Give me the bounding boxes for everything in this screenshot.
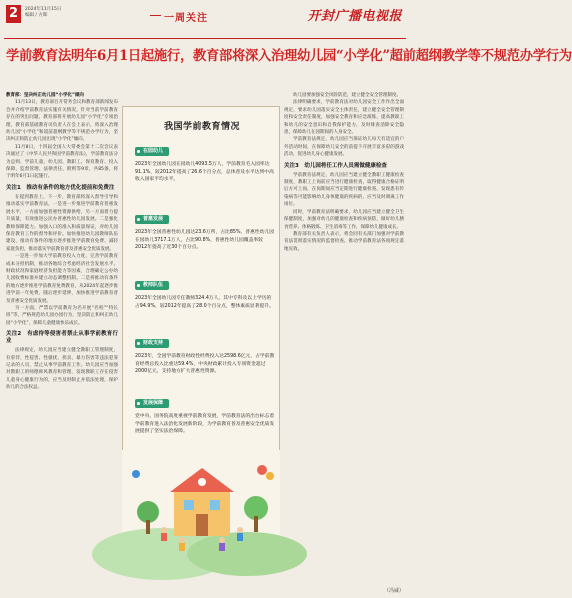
masthead-logo: 开封广播电视报 bbox=[307, 9, 402, 24]
page-number: 2 bbox=[6, 5, 21, 23]
info-text: 2023年全国幼儿园在园幼儿4093.5万人，学前教育毛入园率达91.1%，较2012年提高了26.6个百分点，总体普及水平达到中高收入国家平均水平。 bbox=[135, 162, 274, 183]
page-header bbox=[4, 3, 406, 39]
section-1-paragraph: 一是进一步加大学前教育投入力度，完善学前教育成本分担机制，推动各地综合考虑经济社会发展水平、财政状况和家庭经济负担能力等因素，合理确定公办幼儿园收费标准并建立动态调整机制。二是将推动有条件的地方逐步推进学前教育免费教育，从2024年起逐步推进学前一年免费，随后逐步延伸，加快推进学前教育普及普惠安全优质发展。 bbox=[6, 254, 118, 304]
info-badge: 普惠发展 bbox=[135, 215, 169, 224]
info-text: 党中央、国务院高度重视学前教育发展，学前教育法的出台标志着学前教育进入法治化发展新阶段，为学前教育普及普惠安全优质发展提供了坚实法治保障。 bbox=[135, 414, 275, 435]
section-title: 一周关注 bbox=[164, 9, 208, 24]
info-text: 2023年全国幼儿园专任教师324.4万人，其中专科及以上学历的占94.9%，较2012年提高了28.0个百分点，整体素质显著提升。 bbox=[135, 296, 274, 309]
info-box-title: 我国学前教育情况 bbox=[163, 122, 240, 132]
section-1-title: 关注1 推动有条件的地方优化提前和免费注 bbox=[6, 184, 115, 191]
info-section-inclusive bbox=[135, 205, 275, 252]
section-3-title: 关注3 幼儿园将任工作人员需做健康检查 bbox=[284, 162, 387, 169]
info-badge: 在园幼儿 bbox=[135, 147, 169, 156]
info-text: 2023年全国普惠性幼儿园达23.6万所，占比85%，普惠性幼儿园在园幼儿3717.1万人，占比90.8%，普惠性幼儿园覆盖率较2012年提高了近30个百分点。 bbox=[135, 230, 275, 251]
right-paragraph: 学前教育法规定，幼儿园应当保证幼儿每天有适宜的户外活动时间，在保障幼儿安全的前提下开展丰富多彩的游戏活动，促进幼儿身心健康发展。 bbox=[284, 137, 404, 158]
info-section-support bbox=[135, 389, 275, 436]
section-1-paragraph: 在提到教育上，下一步，教育部将深入督导引导和推动落实学前教育法，一是进一步推进学前教育普惠发展水平，一方面加强普惠性资源供给，另一方面着力提升质量，有效推进公民办普惠性幼儿园发展。二是强化教师保障能力。加强入口的准入和质量保证，对幼儿园保育教育工作的督导和评价。加快推进幼儿园教师队伍建设，推动有条件的地方逐步推进学前教育免费、减轻家庭负担，推动落实学前教育普及普惠安全优质发展。 bbox=[6, 194, 118, 252]
author-credit: （冯威） bbox=[383, 588, 404, 594]
kindergarten-illustration bbox=[122, 450, 280, 554]
info-section-finance bbox=[135, 329, 275, 376]
issue-editor: 编辑 / 方晖 bbox=[25, 13, 48, 18]
section-3-paragraph: 教育部有关负责人表示，将会同有关部门加强对学前教育法贯彻落实情况的监督检查，推动学前教育法各项规定落地见效。 bbox=[284, 231, 404, 252]
section-3-paragraph: 学前教育法规定，幼儿园应当建立健全教职工健康检查制度，教职工上岗前应当进行健康检查，取得健康合格证明后方可上岗，在岗期间应当定期进行健康检查。发现患有传染病等可能影响幼儿身体健康的疾病的，应当及时调离工作岗位。 bbox=[284, 172, 404, 208]
section-2-paragraph: 法律规定，幼儿园应当建立健全教职工管理制度，有虐待、性侵害、性骚扰、拐卖、暴力伤害等违法犯罪记录的人员，禁止从事学前教育工作。幼儿园应当加强对教职工的师德师风教育和管理，发现教职工存在侵害儿童身心健康行为的，应当及时制止并依法处理，保护幼儿的合法权益。 bbox=[6, 348, 118, 391]
info-section-teachers bbox=[135, 271, 275, 310]
info-badge: 教师队伍 bbox=[135, 281, 169, 290]
left-column bbox=[6, 92, 118, 592]
section-2-title: 关注2 有虐待等侵害者禁止从事学前教育行业 bbox=[6, 331, 118, 345]
info-badge: 发展保障 bbox=[135, 399, 169, 408]
lead-title: 教育部：坚决纠正幼儿园“小学化”倾向 bbox=[6, 93, 84, 98]
info-text: 2023年，全国学前教育财政性经费投入达2598.6亿元，占学前教育经费总投入比重达59.4%，中央财政累计投入专项资金超过2000亿元，支持地方扩大普惠性资源。 bbox=[135, 354, 275, 375]
right-column bbox=[284, 92, 404, 588]
section-1-paragraph: 另一方面，严禁以学前教育为名开展“名校”“特长班”等，严格规范幼儿园办园行为，坚决防止和纠正幼儿园“小学化”，保障儿童健康快乐成长。 bbox=[6, 305, 118, 326]
right-paragraph: 法律明确要求，学前教育法对幼儿园安全工作作出全面规定，要求幼儿园落实安全主体责任，建立健全安全管理制度和安全责任制度，加强安全教育和应急演练，提高教职工和幼儿的安全意识和自我保护能力，及时排查消除安全隐患，保障幼儿在园期间的人身安全。 bbox=[284, 100, 404, 136]
info-badge: 财政支持 bbox=[135, 339, 169, 348]
info-section-enrollment bbox=[135, 137, 275, 184]
lead-paragraph: 11月13日，教育部召开常务会议和教育部新闻发布会并介绍学前教育法实施有关情况。针对当前学前教育存在的突出问题，教育部将开展幼儿园“小学化”专项治理，教育部基础教育司负责人在会上表示，将深入治理幼儿园“小学化”和超前超纲教学等不规范办学行为，坚决纠正和防止幼儿园出现“小学化”倾向。 bbox=[6, 100, 118, 143]
main-headline: 学前教育法明年6月1日起施行，教育部将深入治理幼儿园“小学化”超前超纲教学等不规范办学行为 bbox=[6, 48, 572, 64]
lead-paragraph: 11月8日，十四届全国人大常委会第十二次会议表决通过了《中华人民共和国学前教育法》，学前教育法分为总则、学前儿童、幼儿园、教职工、保育教育、投入保障、监督管理、法律责任、附则等9章，共85条，将于明年6月1日起施行。 bbox=[6, 144, 118, 180]
right-paragraph: 幼儿园要加强安全风险防范，建立健全安全管理制度。 bbox=[293, 93, 401, 98]
section-3-paragraph: 同时，学前教育法明确要求，幼儿园应当建立健全卫生保健制度，加强对幼儿的健康检查和疾病预防，做好幼儿膳食营养、体格锻炼、卫生消毒等工作，保障幼儿健康成长。 bbox=[284, 209, 404, 230]
issue-info bbox=[25, 7, 61, 19]
issue-date: 2024年11月15日 bbox=[25, 7, 62, 12]
